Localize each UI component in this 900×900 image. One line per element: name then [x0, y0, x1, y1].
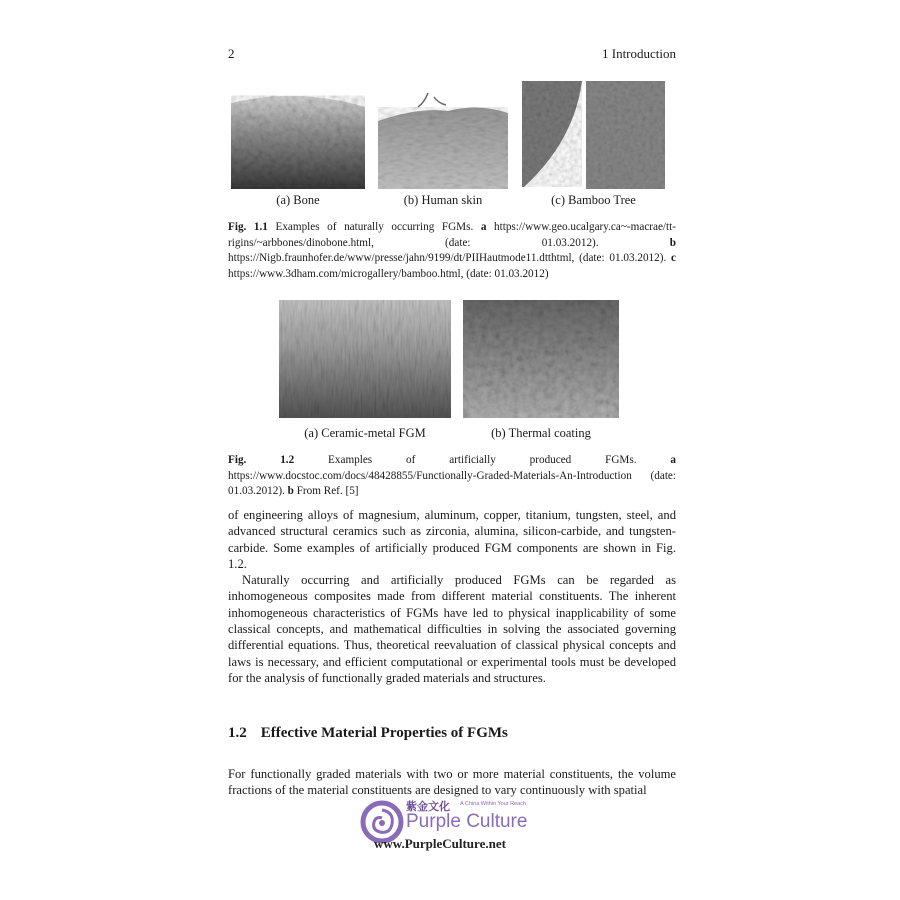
figure-caption-1-1 [228, 220, 676, 282]
caption-marker-a: a [480, 221, 487, 233]
subcaption-ceramic-metal-fgm: (a) Ceramic-metal FGM [304, 426, 426, 440]
figure-caption-1-2 [228, 453, 676, 500]
subcaption-bamboo-tree: (c) Bamboo Tree [551, 193, 636, 207]
section-heading [228, 725, 508, 742]
photo-bone [231, 93, 365, 189]
watermark-chinese: 紫金文化 [406, 800, 450, 813]
caption-text: Examples of artificially produced FGMs. [294, 454, 671, 466]
section-title: Effective Material Properties of FGMs [260, 725, 508, 741]
caption-link-a[interactable]: https://www.geo.ucalgary.ca~-macrae/tt-rigins/~arbbones/dinobone.html, (date: 01.03.2012). [228, 221, 676, 249]
figure-label: Fig. 1.2 [228, 454, 295, 466]
caption-marker-b: b [669, 236, 676, 249]
photo-bamboo-tree [522, 81, 665, 189]
section-number: 1.2 [228, 725, 247, 741]
page-number: 2 [228, 46, 235, 61]
photo-ceramic-metal-fgm [279, 300, 451, 418]
paragraph-1: of engineering alloys of magnesium, aluminum, copper, titanium, tungsten, steel, and advanced structural ceramics such as zirconia, alumina, silicon-carbide, and tungsten-carbide. Some examples of artificially produced FGM components are shown in Fig. 1.2. [228, 508, 676, 571]
caption-marker-c: c [671, 252, 676, 264]
body-text [228, 507, 676, 686]
caption-link-a[interactable]: https://www.docstoc.com/docs/48428855/Functionally-Graded-Materials-An-Introduction (date: 01.03.2012). [228, 469, 676, 497]
caption-marker-a: a [670, 454, 676, 466]
caption-ref-b: From Ref. [5] [293, 485, 359, 497]
watermark-tagline: A China Within Your Reach [460, 801, 527, 807]
watermark [358, 798, 548, 858]
figure-label: Fig. 1.1 [228, 221, 268, 233]
paragraph-2: Naturally occurring and artificially produced FGMs can be regarded as inhomogeneous composites made from different material constituents. The inherent inhomogeneous characteristics of FGMs have led to physical inapplicability of some classical concepts, and mathematical difficulties in solving the associated governing differential equations. Thus, theoretical reevaluation of classical physical concepts and laws is necessary, and efficient computational or experimental tools must be developed for the analysis of functionally graded materials and structures. [228, 573, 676, 685]
caption-link-c[interactable]: https://www.3dham.com/microgallery/bamboo.html, (date: 01.03.2012) [228, 267, 549, 280]
subcaption-bone: (a) Bone [276, 193, 320, 207]
photo-human-skin [378, 93, 508, 189]
watermark-brand: Purple Culture [406, 811, 528, 832]
running-header: 1 Introduction [601, 46, 676, 61]
photo-thermal-coating [463, 300, 619, 418]
subcaption-human-skin: (b) Human skin [403, 193, 483, 207]
caption-text: Examples of naturally occurring FGMs. [267, 221, 481, 233]
watermark-url: www.PurpleCulture.net [374, 836, 506, 851]
section-paragraph: For functionally graded materials with two or more material constituents, the volume fractions of the material constituents are designed to vary continuously with spatial [228, 767, 676, 798]
caption-link-b[interactable]: https://Nigb.fraunhofer.de/www/presse/jahn/9199/dt/PIIHautmode11.dtthtml, (date: 01.03.2012). [228, 252, 672, 264]
caption-marker-b: b [287, 485, 294, 497]
subcaption-thermal-coating: (b) Thermal coating [491, 426, 591, 440]
